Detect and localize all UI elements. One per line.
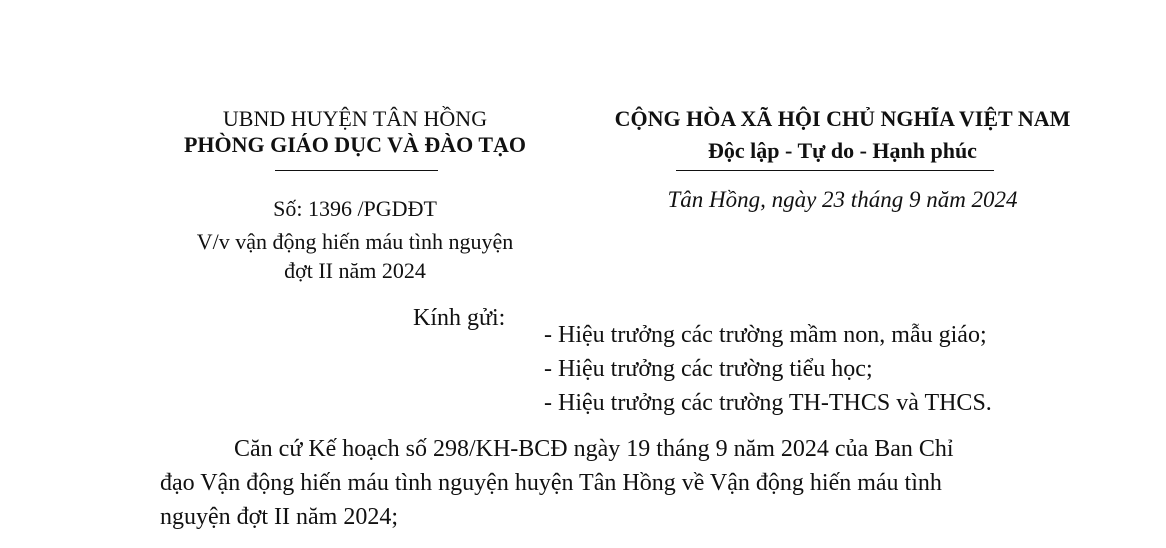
- recipients-greeting: Kính gửi:: [413, 305, 506, 331]
- left-header-divider: [275, 170, 438, 171]
- recipients-list: [544, 320, 992, 422]
- paragraph-line: nguyện đợt II năm 2024;: [160, 504, 398, 530]
- paragraph-line: đạo Vận động hiến máu tình nguyện huyện Tân Hồng về Vận động hiến máu tình: [160, 470, 942, 496]
- place-and-date: Tân Hồng, ngày 23 tháng 9 năm 2024: [667, 187, 1018, 212]
- national-title: CỘNG HÒA XÃ HỘI CHỦ NGHĨA VIỆT NAM: [614, 106, 1071, 131]
- issuing-organization: PHÒNG GIÁO DỤC VÀ ĐÀO TẠO: [183, 132, 527, 157]
- right-header-divider: [676, 170, 994, 171]
- recipient-item: - Hiệu trưởng các trường tiểu học;: [544, 356, 873, 382]
- document-subject-line-1: V/v vận động hiến máu tình nguyện: [196, 229, 514, 254]
- paragraph-line: Căn cứ Kế hoạch số 298/KH-BCĐ ngày 19 tháng 9 năm 2024 của Ban Chỉ: [234, 436, 954, 462]
- recipient-item: - Hiệu trưởng các trường mầm non, mẫu giáo;: [544, 322, 987, 348]
- recipient-item: - Hiệu trưởng các trường TH-THCS và THCS.: [544, 390, 992, 416]
- parent-organization: UBND HUYỆN TÂN HỒNG: [222, 106, 488, 131]
- document-number: Số: 1396 /PGDĐT: [273, 196, 437, 221]
- body-paragraph: [160, 432, 1090, 534]
- document-subject-line-2: đợt II năm 2024: [284, 258, 426, 283]
- national-motto: Độc lập - Tự do - Hạnh phúc: [708, 138, 977, 163]
